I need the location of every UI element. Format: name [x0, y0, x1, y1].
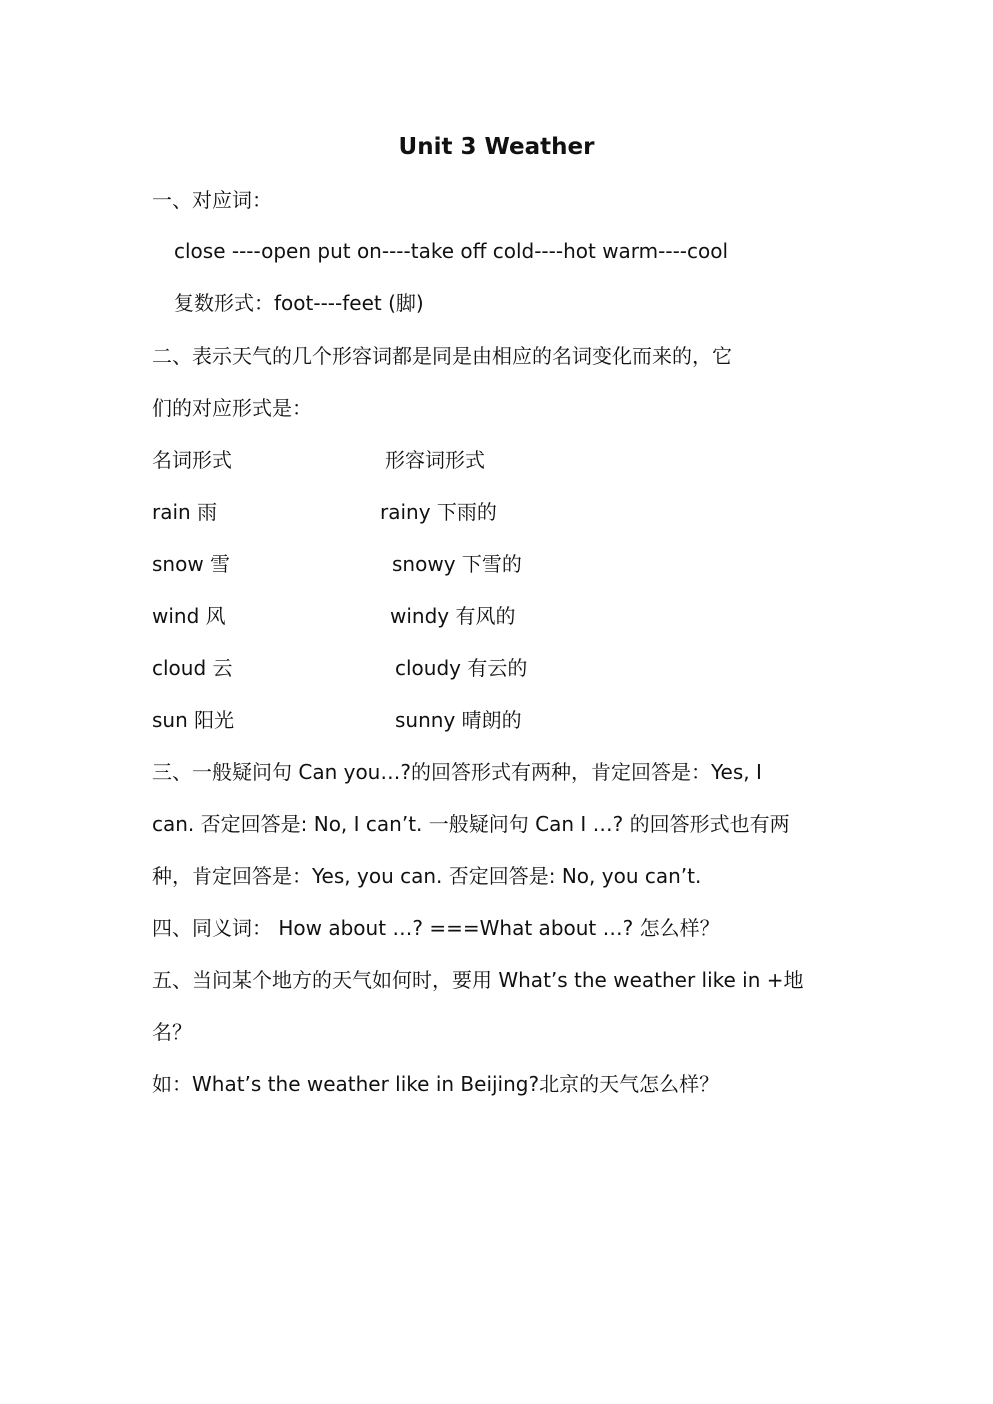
- section5-line1: 五、当问某个地方的天气如何时，要用 What’s the weather like in +地: [152, 968, 804, 992]
- noun-sun: sun 阳光: [152, 708, 235, 732]
- noun-rain: rain 雨: [152, 500, 218, 524]
- section3-line1: 三、一般疑问句 Can you…?的回答形式有两种，肯定回答是：Yes, I: [152, 760, 762, 784]
- noun-cloud: cloud 云: [152, 656, 233, 680]
- column-header-adjective: 形容词形式: [385, 448, 485, 472]
- section2-heading-line2: 们的对应形式是：: [152, 396, 312, 420]
- section1-plural: 复数形式：foot----feet (脚): [174, 291, 424, 315]
- adjective-cloudy: cloudy 有云的: [395, 656, 528, 680]
- adjective-snowy: snowy 下雪的: [392, 552, 522, 576]
- section1-heading: 一、对应词：: [152, 188, 272, 212]
- section3-line2: can. 否定回答是: No, I can’t. 一般疑问句 Can I …? 的回答形式也有两: [152, 812, 790, 836]
- section1-pairs: close ----open put on----take off cold----hot warm----cool: [174, 239, 729, 263]
- page-title: Unit 3 Weather: [398, 134, 595, 160]
- section5-example: 如：What’s the weather like in Beijing?北京的天气怎么样？: [152, 1072, 720, 1096]
- noun-snow: snow 雪: [152, 552, 231, 576]
- column-header-noun: 名词形式: [152, 448, 232, 472]
- section3-line3: 种，肯定回答是：Yes, you can. 否定回答是: No, you can’t.: [152, 864, 702, 888]
- noun-wind: wind 风: [152, 604, 226, 628]
- adjective-rainy: rainy 下雨的: [380, 500, 497, 524]
- adjective-sunny: sunny 晴朗的: [395, 708, 522, 732]
- adjective-windy: windy 有风的: [390, 604, 516, 628]
- section4-line1: 四、同义词： How about …? ===What about …? 怎么样？: [152, 916, 720, 940]
- section5-line2: 名？: [152, 1020, 192, 1044]
- section2-heading-line1: 二、表示天气的几个形容词都是同是由相应的名词变化而来的，它: [152, 344, 732, 368]
